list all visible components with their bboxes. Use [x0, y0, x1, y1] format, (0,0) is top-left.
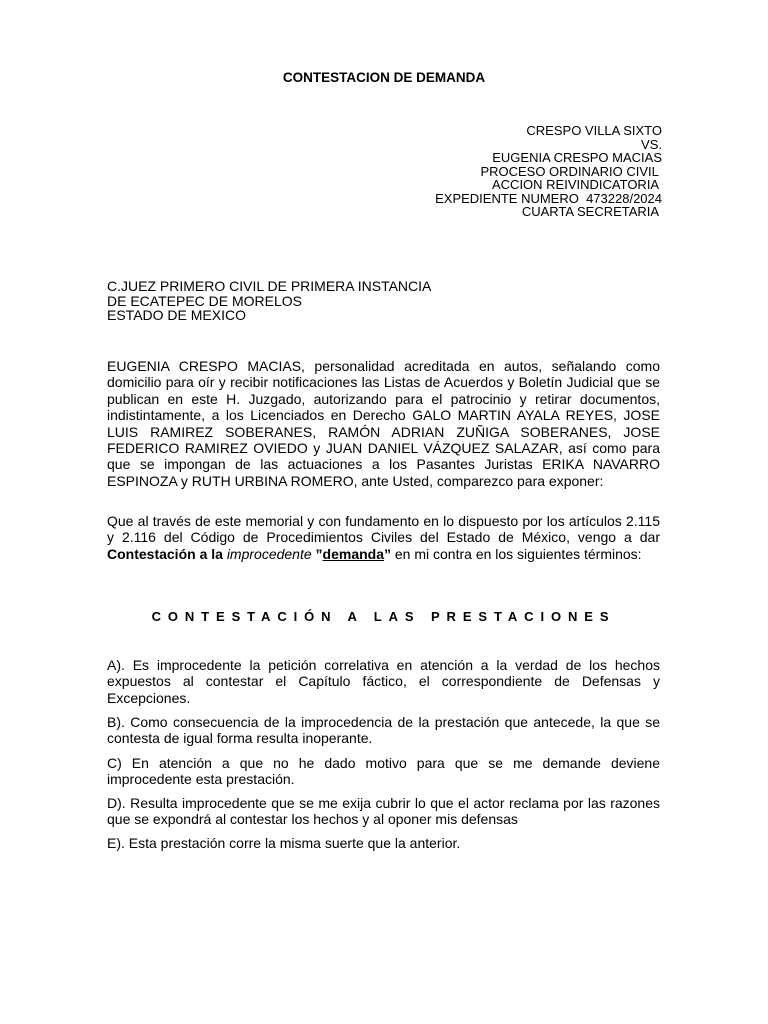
- list-item-c-text: C) En atención a que no he dado motivo para que se me demande deviene improcedente esta prestación.: [107, 755, 660, 788]
- list-item-b-text: B). Como consecuencia de la improcedencia de la prestación que antecede, la que se contesta de igual forma resulta inoperante.: [107, 714, 660, 747]
- case-versus: VS.: [641, 136, 662, 152]
- memorial-text: [107, 513, 660, 562]
- addressee-judge: C.JUEZ PRIMERO CIVIL DE PRIMERA INSTANCIA: [107, 278, 432, 294]
- memorial-demanda-underlined: demanda: [322, 545, 384, 562]
- intro-paragraph: [107, 358, 660, 489]
- document-title: CONTESTACION DE DEMANDA: [282, 70, 486, 85]
- list-item-b: [107, 714, 660, 747]
- case-defendant: EUGENIA CRESPO MACIAS: [492, 150, 662, 165]
- list-item-e-text: E). Esta prestación corre la misma suerte que la anterior.: [107, 835, 461, 851]
- memorial-contestacion-bold: Contestación a la: [107, 545, 223, 562]
- memorial-improcedente-italic: improcedente: [226, 545, 312, 562]
- case-secretariat: CUARTA SECRETARIA: [521, 204, 662, 219]
- addressee-state: ESTADO DE MEXICO: [107, 307, 246, 323]
- list-item-c: [107, 755, 660, 788]
- addressee-block: [107, 279, 667, 323]
- list-item-e: [107, 835, 660, 851]
- list-item-a-text: A). Es improcedente la petición correlativa en atención a la verdad de los hechos expuestos al contestar el Capítulo fáctico, el correspondiente de Defensas y Excepciones.: [107, 657, 660, 706]
- case-action-type: ACCION REIVINDICATORIA: [492, 177, 662, 192]
- case-process-type: PROCESO ORDINARIO CIVIL: [480, 163, 662, 179]
- memorial-text-part2: en mi contra en los siguientes términos:: [391, 545, 642, 562]
- list-item-d-text: D). Resulta improcedente que se me exija cubrir lo que el actor reclama por las razones que se expondrá al contestar los hechos y al oponer mis defensas: [107, 795, 660, 828]
- intro-text: EUGENIA CRESPO MACIAS, personalidad acreditada en autos, señalando como domicilio para oír y recibir notificaciones las Listas de Acuerdos y Boletín Judicial que se publican en este H. Juzgado, autorizando para el patrocinio y retirar documentos, indistintamente, a los Licenciados en Derecho GALO MARTIN AYALA REYES, JOSE LUIS RAMIREZ SOBERANES, RAMÓN ADRIAN ZUÑIGA SOBERANES, JOSE FEDERICO RAMIREZ OVIEDO y JUAN DANIEL VÁZQUEZ SALAZAR, así como para que se impongan de las actuaciones a los Pasantes Juristas ERIKA NAVARRO ESPINOZA y RUTH URBINA ROMERO, ante Usted, comparezco para exponer:: [107, 358, 660, 489]
- memorial-paragraph: [107, 513, 660, 562]
- addressee-city: DE ECATEPEC DE MORELOS: [107, 292, 303, 309]
- case-file-number: EXPEDIENTE NUMERO 473228/2024: [435, 190, 662, 206]
- memorial-quote-close: ”: [384, 545, 391, 562]
- case-header: [380, 124, 662, 219]
- memorial-quote-open: ”: [311, 545, 323, 562]
- list-item-d: [107, 795, 660, 828]
- section-heading-prestaciones: CONTESTACIÓN A LAS PRESTACIONES: [151, 609, 616, 624]
- list-item-a: [107, 657, 660, 706]
- memorial-text-part1: Que al través de este memorial y con fundamento en lo dispuesto por los artículos 2.115 y 2.116 del Código de Procedimientos Civiles del Estado de México, vengo a dar: [107, 513, 660, 546]
- case-plaintiff: CRESPO VILLA SIXTO: [526, 123, 662, 138]
